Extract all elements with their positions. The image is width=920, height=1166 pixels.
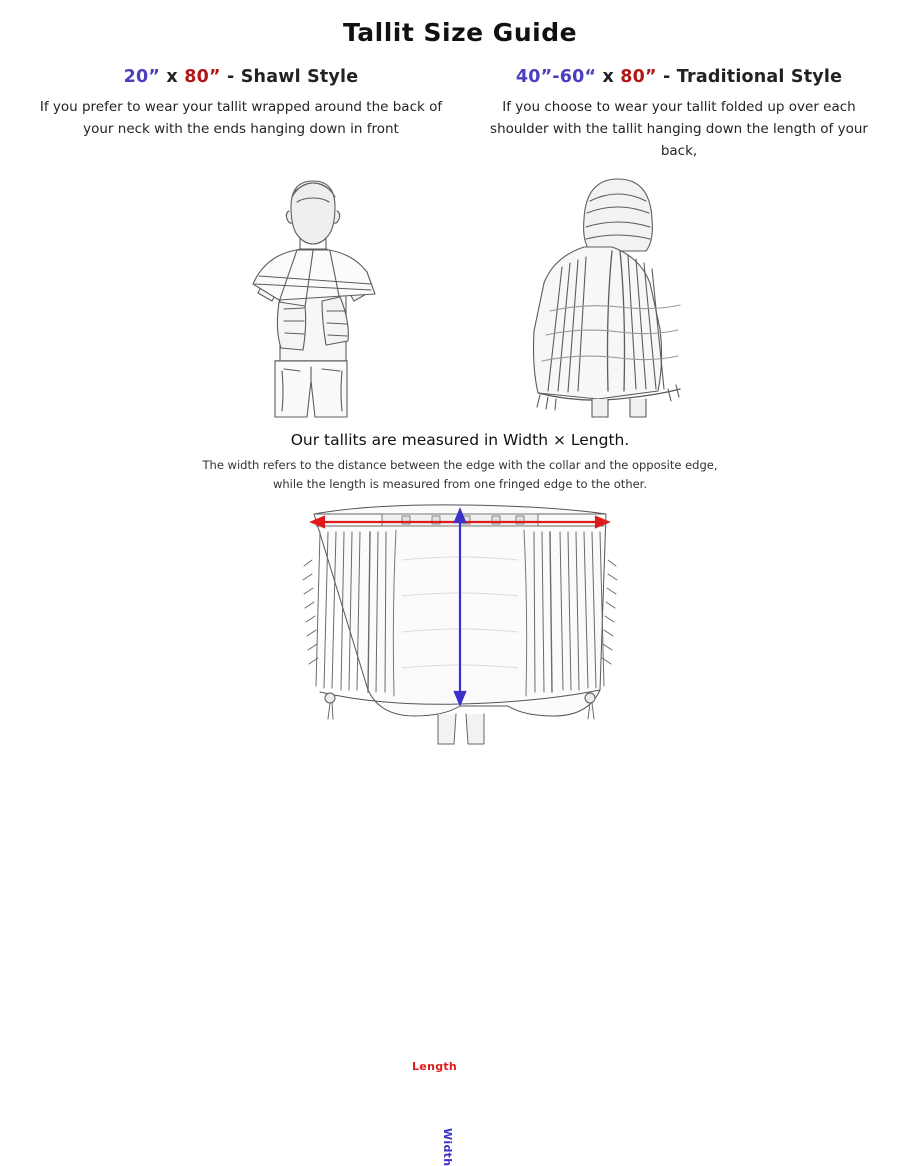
traditional-x-separator: x (596, 67, 621, 87)
shawl-length-value: 80” (184, 67, 221, 87)
traditional-style-figure-svg (500, 171, 730, 421)
column-shawl-style (22, 67, 460, 163)
column-traditional-heading (460, 67, 898, 87)
tallit-diagram-image (290, 500, 630, 754)
measurement-note-main: Our tallits are measured in Width × Length. (290, 430, 630, 449)
column-traditional-description: If you choose to wear your tallit folded up over each shoulder with the tallit hanging down the length of your back, (490, 99, 868, 159)
measurement-note-sub (0, 456, 920, 494)
tallit-spread-svg (290, 500, 630, 750)
column-shawl-description: If you prefer to wear your tallit wrapped around the back of your neck with the ends hanging down in front (39, 99, 443, 137)
tallit-measurement-diagram (0, 500, 920, 1166)
width-label: Width (441, 1127, 454, 1166)
length-label: Length (412, 1059, 458, 1073)
traditional-length-value: 80” (620, 67, 657, 87)
shawl-style-figure-svg (196, 171, 426, 421)
traditional-width-value: 40”-60“ (515, 67, 597, 87)
measurement-note (0, 431, 920, 494)
figure-illustrations (0, 171, 920, 427)
shawl-x-separator: x (160, 67, 185, 87)
column-traditional-style (460, 67, 898, 163)
page-title: Tallit Size Guide (342, 18, 578, 47)
shawl-width-value: 20” (123, 67, 161, 87)
measurement-note-line1: The width refers to the distance between the edge with the collar and the opposite edge, (202, 457, 718, 472)
measurement-note-line2: while the length is measured from one fringed edge to the other. (272, 476, 648, 491)
traditional-style-illustration (500, 171, 730, 425)
column-shawl-heading (22, 67, 460, 87)
style-columns (0, 67, 920, 163)
shawl-style-suffix: - Shawl Style (220, 67, 359, 87)
traditional-style-suffix: - Traditional Style (656, 67, 843, 87)
shawl-style-illustration (196, 171, 426, 425)
